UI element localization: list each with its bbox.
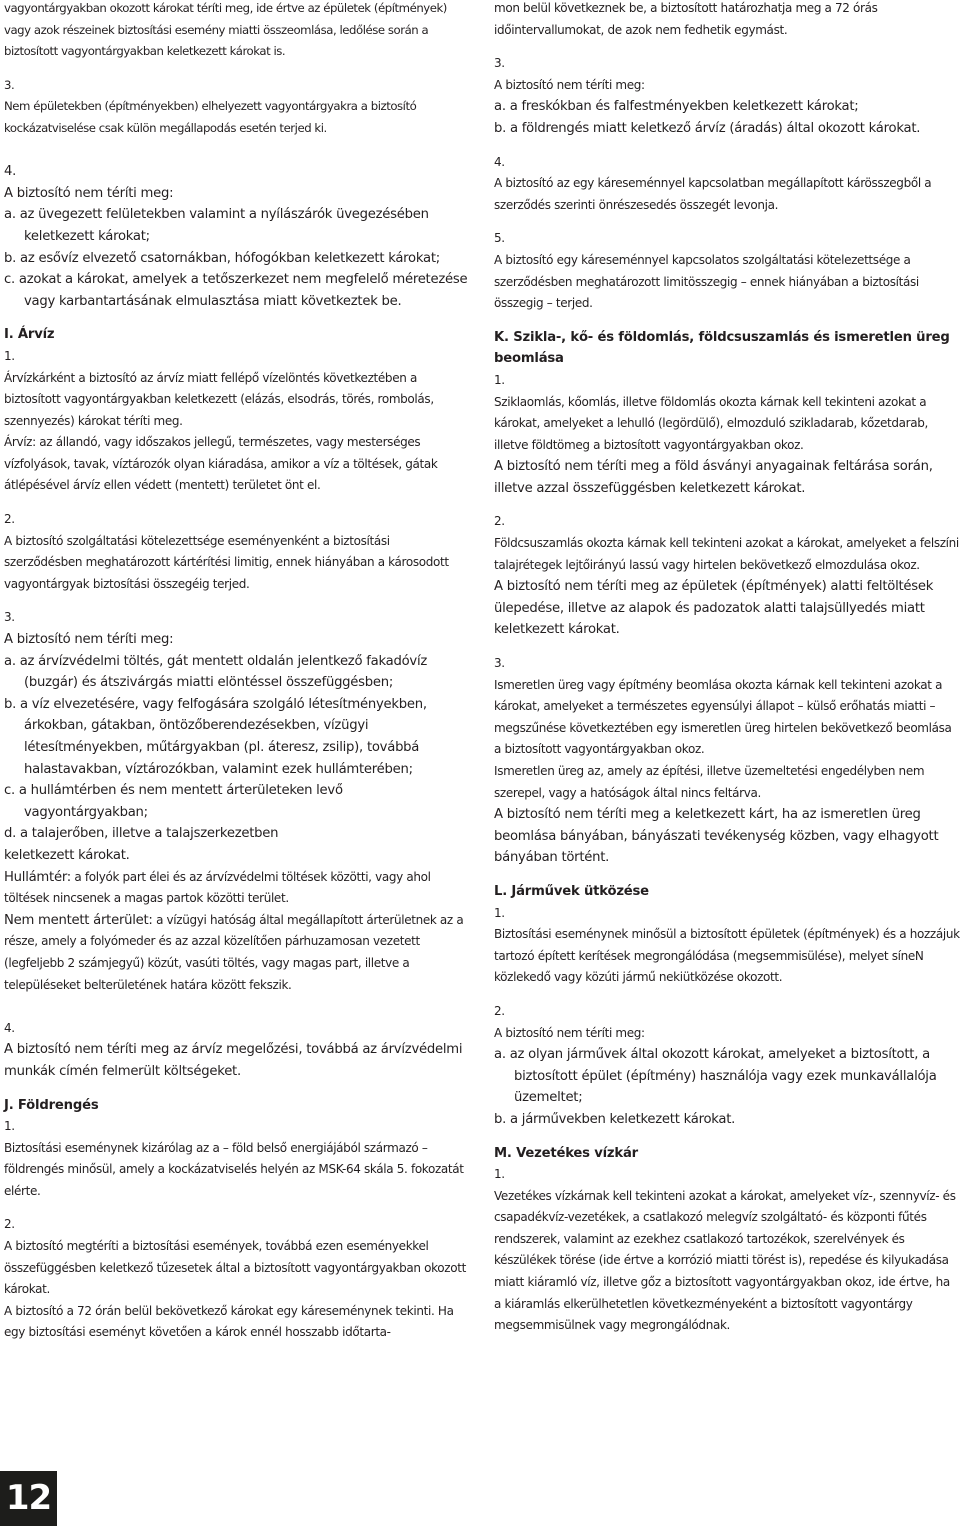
list-item: b. a földrengés miatt keletkező árvíz (áradás) által okozott károkat. bbox=[494, 120, 921, 136]
section-number: 3. bbox=[494, 656, 505, 671]
paragraph: A biztosító nem téríti meg az árvíz megelőzési, továbbá az árvízvédelmi munkák címén felmerült költségeket. bbox=[4, 1042, 463, 1079]
paragraph: Földcsuszamlás okozta kárnak kell tekinteni azokat a károkat, amelyeket a felszíni talajrétegek lejtőirányú lassú vagy hirtelen bekövetkező elmozdulása okoz. bbox=[494, 536, 959, 572]
paragraph: A biztosító egy káreseménnyel kapcsolatos szolgáltatási kötelezettsége a szerződésben meghatározott limitösszegig – ennek hiányában a biztosítási összegig – terjed. bbox=[494, 252, 919, 311]
list-item: a. az üvegezett felületekben valamint a nyílászárók üvegezésében keletkezett károkat; bbox=[4, 207, 429, 244]
section-number: 1. bbox=[494, 1167, 505, 1182]
section-number: 1. bbox=[4, 1119, 15, 1134]
section-heading: J. Földrengés bbox=[4, 1097, 99, 1113]
list-item: a. a freskókban és falfestményekben keletkezett károkat; bbox=[494, 99, 859, 115]
list-item: b. az esővíz elvezető csatornákban, hófogókban keletkezett károkat; bbox=[4, 250, 440, 266]
paragraph: Biztosítási eseménynek minősül a biztosított épületek (építmények) és a hozzájuk tartozó épített kerítések megrongálódása (megsemmisülése), melyet síneN közlekedő vagy közúti jármű nekiütközése okozott. bbox=[494, 927, 960, 985]
section-number: 2. bbox=[494, 1003, 505, 1018]
paragraph: Sziklaomlás, kőomlás, illetve földomlás okozta kárnak kell tekinteni azokat a károkat, amelyeket a lehulló (legördülő), elmozduló szikladarab, kőzetdarab, illetve földtömeg a biztosított vagyontárgyakban okoz. bbox=[494, 394, 928, 452]
list-item: b. a víz elvezetésére, vagy felfogására szolgáló létesítményekben, árkokban, gátakban, öntözőberendezésekben, vízügyi létesítményekben, műtárgyakban (pl. áteresz, zsilip), továbbá halastavakban, víztározókban, valamint ezek hullámterében; bbox=[4, 696, 427, 777]
list-tail: keletkezett károkat. bbox=[4, 847, 130, 863]
paragraph: A biztosító nem téríti meg a keletkezett kárt, ha az ismeretlen üreg beomlása bányában, bányászati tevékenység közben, vagy elhagyott bányában történt. bbox=[494, 807, 939, 866]
paragraph: Nem épületekben (építményekben) elhelyezett vagyontárgyakra a biztosító kockázatviselése csak külön megállapodás esetén terjed ki. bbox=[4, 99, 417, 135]
paragraph: A biztosító nem téríti meg a föld ásványi anyagainak feltárása során, illetve azzal összefüggésben keletkezett károkat. bbox=[494, 459, 933, 496]
section-number: 2. bbox=[4, 1217, 15, 1232]
paragraph: Árvízkárként a biztosító az árvíz miatt fellépő vízelöntés következtében a biztosított vagyontárgyakban keletkezett (elázás, elsodrás, törés, rombolás, szennyezés) károkat téríti meg. bbox=[4, 370, 434, 428]
list-item: a. az olyan járművek által okozott károkat, amelyeket a biztosított, a biztosított épület (építmény) használója vagy ezek munkavállalója üzemeltet; bbox=[494, 1047, 937, 1106]
paragraph: A biztosító az egy káreseménnyel kapcsolatban megállapított kárösszegből a szerződés szerinti önrészesedés összegét levonja. bbox=[494, 176, 932, 212]
section-heading: L. Járművek ütközése bbox=[494, 883, 649, 899]
list-item: b. a járművekben keletkezett károkat. bbox=[494, 1111, 736, 1127]
definition-text: a folyók part élei és az árvízvédelmi töltések közötti, vagy ahol töltések nincsenek a magas partok közötti terület. bbox=[4, 869, 431, 906]
section-number: 2. bbox=[4, 512, 15, 527]
paragraph: A biztosító szolgáltatási kötelezettsége eseményenként a biztosítási szerződésben meghatározott kártérítési limitig, ennek hiányában a károsodott vagyontárgyak biztosítási összegéig terjed. bbox=[4, 533, 449, 591]
section-heading: M. Vezetékes vízkár bbox=[494, 1145, 638, 1161]
right-column bbox=[494, 0, 960, 1337]
section-number: 1. bbox=[494, 905, 505, 920]
paragraph: A biztosító megtéríti a biztosítási események, továbbá ezen eseményekkel összefüggésben keletkező tűzesetek által a biztosított vagyontárgyakban okozott károkat. bbox=[4, 1239, 466, 1297]
paragraph: Árvíz: az állandó, vagy időszakos jellegű, természetes, vagy mesterséges vízfolyások, tavak, víztározók olyan kiáradása, amikor a víz a töltések, gátak átlépésével árvíz ellen védett (mentett) területet önt el. bbox=[4, 435, 438, 493]
list-item: a. az árvízvédelmi töltés, gát mentett oldalán jelentkező fakadóvíz (buzgár) és átszivárgás miatti elöntéssel összefüggésben; bbox=[4, 653, 428, 691]
section-number: 3. bbox=[4, 77, 15, 92]
paragraph: Biztosítási eseménynek kizárólag az a – föld belső energiájából származó – földrengés minősül, amely a kockázatviselés helyén az MSK-64 skála 5. fokozatát elérte. bbox=[4, 1140, 464, 1198]
section-heading: K. Szikla-, kő- és földomlás, földcsuszamlás és ismeretlen üreg beomlása bbox=[494, 329, 950, 367]
definition-label: Hullámtér: bbox=[4, 869, 71, 885]
list-title: A biztosító nem téríti meg: bbox=[4, 185, 174, 201]
paragraph: Ismeretlen üreg vagy építmény beomlása okozta kárnak kell tekinteni azokat a károkat, amelyeket a természetes egyensúlyi állapot – külső erőhatás miatti – megszűnése következtében egy ismeretlen üreg hirtelen bekövetkező beomlása a biztosított vagyontárgyakban okoz. bbox=[494, 677, 952, 757]
section-number: 1. bbox=[4, 348, 15, 363]
page-number: 12 bbox=[0, 1471, 57, 1526]
definition-nem-mentett bbox=[4, 910, 468, 996]
paragraph: Vezetékes vízkárnak kell tekinteni azokat a károkat, amelyeket víz-, szennyvíz- és csapadékvíz-vezetékek, a csatlakozó melegvíz szolgáltató- és központi fűtés rendszerek, valamint az ezekhez csatlakozó tartozékok, szerelvények és készülékek törése (ide értve a korrózió miatti törést is), repedése és kilyukadása miatt kiáramló víz, illetve gőz a biztosított vagyontárgyakban okoz, ide értve, ha a kiáramlás elkerülhetetlen következményeként a biztosított vagyontárgy megsemmisülnek vagy megrongálódnak. bbox=[494, 1188, 956, 1333]
list-title: A biztosító nem téríti meg: bbox=[4, 632, 174, 648]
definition-hullamter bbox=[4, 867, 468, 910]
section-number: 3. bbox=[494, 56, 505, 71]
section-number: 4. bbox=[4, 1020, 15, 1035]
section-number: 2. bbox=[494, 514, 505, 529]
intro-paragraph: vagyontárgyakban okozott károkat téríti meg, ide értve az épületek (építmények) vagy azok részeinek biztosítási esemény miatti összeomlása, ledőlése során a biztosított vagyontárgyakban keletkezett károkat is. bbox=[4, 1, 447, 59]
list-item: d. a talajerőben, illetve a talajszerkezetben bbox=[4, 826, 279, 842]
paragraph: mon belül következnek be, a biztosított határozhatja meg a 72 órás időintervallumokat, de azok nem fedhetik egymást. bbox=[494, 1, 878, 37]
left-column bbox=[4, 0, 468, 1344]
definition-label: Nem mentett árterület: bbox=[4, 912, 153, 928]
list-title: A biztosító nem téríti meg: bbox=[494, 77, 645, 92]
paragraph: A biztosító nem téríti meg az épületek (építmények) alatti feltöltések ülepedése, illetve az alapok és padozatok alatti talajsüllyedés miatt keletkezett károkat. bbox=[494, 579, 934, 638]
section-number: 1. bbox=[494, 372, 505, 387]
section-number: 5. bbox=[494, 231, 505, 246]
paragraph: Ismeretlen üreg az, amely az építési, illetve üzemeltetési engedélyben nem szerepel, vagy a hatóságok által nincs feltárva. bbox=[494, 764, 925, 800]
list-item: c. a hullámtérben és nem mentett árterületeken levő vagyontárgyakban; bbox=[4, 783, 343, 820]
section-heading: I. Árvíz bbox=[4, 327, 55, 343]
list-title: A biztosító nem téríti meg: bbox=[494, 1025, 645, 1040]
section-number: 4. bbox=[4, 164, 17, 180]
section-number: 4. bbox=[494, 154, 505, 169]
definition-text: a vízügyi hatóság által megállapított árterületnek az a része, amely a folyómeder és az azzal közelítően párhuzamosan vezetett (legfeljebb 2 számjegyű) közút, vasúti töltés, vagy magas part, illetve a településeket belterületének határa között fekszik. bbox=[4, 912, 464, 992]
paragraph: A biztosító a 72 órán belül bekövetkező károkat egy káreseménynek tekinti. Ha egy biztosítási eseményt követően a károk ennél hosszabb időtarta- bbox=[4, 1303, 454, 1340]
list-item: c. azokat a károkat, amelyek a tetőszerkezet nem megfelelő méretezése vagy karbantartásának elmulasztása miatt következtek be. bbox=[4, 272, 468, 309]
section-number: 3. bbox=[4, 610, 15, 625]
